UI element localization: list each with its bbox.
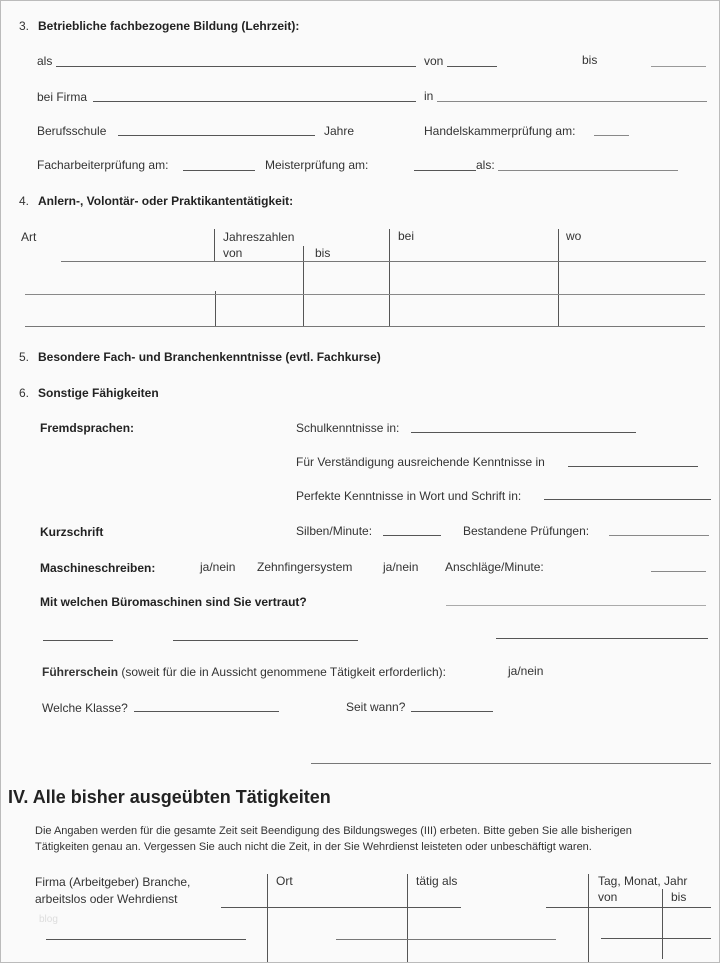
label-silben: Silben/Minute: (296, 524, 373, 538)
section-iv-title: IV. Alle bisher ausgeübten Tätigkeiten (8, 787, 331, 807)
col-datum-von: von (598, 890, 618, 904)
table-row-line[interactable] (61, 261, 706, 262)
label-maschineschreiben: Maschineschreiben: (40, 561, 156, 575)
field-in[interactable] (437, 101, 707, 102)
label-seit-wann: Seit wann? (346, 700, 406, 714)
section-6-title: Sonstige Fähigkeiten (38, 386, 159, 400)
col-taetig-als: tätig als (416, 874, 458, 888)
label-als: als (37, 54, 53, 68)
field-silben[interactable] (383, 535, 441, 536)
section-4-title: Anlern-, Volontär- oder Praktikantentätigkeit: (38, 194, 294, 208)
label-fuehrerschein (42, 665, 446, 679)
field-bei-firma[interactable] (93, 101, 416, 102)
field-bueromaschinen[interactable] (446, 605, 706, 606)
divider (389, 229, 390, 326)
section-3-number: 3. (19, 19, 30, 33)
section-6-number: 6. (19, 386, 30, 400)
col-bis: bis (315, 246, 331, 260)
field-seit-wann[interactable] (411, 711, 493, 712)
zehnfinger-janein[interactable]: ja/nein (383, 560, 419, 574)
label-bis: bis (582, 53, 598, 67)
table-row-line[interactable] (46, 939, 246, 940)
col-datum: Tag, Monat, Jahr (598, 874, 688, 888)
divider (303, 246, 304, 326)
field-klasse[interactable] (134, 711, 279, 712)
label-bei-firma: bei Firma (37, 90, 88, 104)
field-anschlaege[interactable] (651, 571, 706, 572)
table-row-line[interactable] (25, 294, 705, 295)
label-perfekt: Perfekte Kenntnisse in Wort und Schrift in: (296, 489, 522, 503)
section-5-number: 5. (19, 350, 30, 364)
label-als2: als: (476, 158, 495, 172)
label-berufsschule: Berufsschule (37, 124, 107, 138)
label-zehnfinger: Zehnfingersystem (257, 560, 353, 574)
col-datum-bis: bis (671, 890, 687, 904)
field-als2[interactable] (498, 170, 678, 171)
fuehrerschein-note: (soweit für die in Aussicht genommene Tätigkeit erforderlich): (118, 665, 446, 679)
table-row-line[interactable] (25, 326, 705, 327)
label-kurzschrift: Kurzschrift (40, 525, 104, 539)
label-bueromaschinen: Mit welchen Büromaschinen sind Sie vertraut? (40, 595, 307, 609)
table-row-line[interactable] (601, 938, 711, 939)
field-bueromaschinen-3[interactable] (173, 640, 358, 641)
label-bestanden: Bestandene Prüfungen: (463, 524, 590, 538)
table-row-line[interactable] (336, 939, 556, 940)
divider (588, 874, 589, 963)
table-row-line[interactable] (221, 907, 461, 908)
label-klasse: Welche Klasse? (42, 701, 128, 715)
field-bis[interactable] (651, 66, 706, 67)
section-iv-text-2: Tätigkeiten genau an. Vergessen Sie auch nicht die Zeit, in der Sie Wehrdienst leisteten oder unbeschäftigt waren. (35, 841, 592, 853)
label-meister: Meisterprüfung am: (265, 158, 369, 172)
label-jahre: Jahre (324, 124, 355, 138)
col-firma-2: arbeitslos oder Wehrdienst (35, 892, 178, 906)
col-wo: wo (566, 229, 582, 243)
field-bestanden[interactable] (609, 535, 709, 536)
col-bei: bei (398, 229, 415, 243)
divider (215, 291, 216, 326)
col-art: Art (21, 230, 37, 244)
label-verstaendigung: Für Verständigung ausreichende Kenntnisse in (296, 455, 545, 469)
field-bueromaschinen-2[interactable] (43, 640, 113, 641)
fuehrerschein-janein[interactable]: ja/nein (508, 664, 544, 678)
label-handelskammer: Handelskammerprüfung am: (424, 124, 576, 138)
section-4-number: 4. (19, 194, 30, 208)
divider (407, 874, 408, 963)
label-facharbeiter: Facharbeiterprüfung am: (37, 158, 169, 172)
field-als[interactable] (56, 66, 416, 67)
fuehrerschein-bold: Führerschein (42, 665, 119, 679)
divider (214, 229, 215, 261)
label-von: von (424, 54, 444, 68)
col-firma: Firma (Arbeitgeber) Branche, (35, 875, 191, 889)
divider (311, 763, 711, 764)
field-meister[interactable] (414, 170, 476, 171)
col-von: von (223, 246, 243, 260)
label-anschlaege: Anschläge/Minute: (445, 560, 544, 574)
section-iv-text-1: Die Angaben werden für die gesamte Zeit seit Beendigung des Bildungsweges (III) erbeten. Bitte geben Sie alle bisherigen (35, 825, 632, 837)
label-schulkenntnisse: Schulkenntnisse in: (296, 421, 400, 435)
field-handelskammer[interactable] (594, 135, 629, 136)
divider (662, 889, 663, 959)
watermark: blog (39, 914, 58, 925)
section-5-title: Besondere Fach- und Branchenkenntnisse (evtl. Fachkurse) (38, 350, 381, 364)
field-schulkenntnisse[interactable] (411, 432, 636, 433)
field-bueromaschinen-4[interactable] (496, 638, 708, 639)
field-berufsschule[interactable] (118, 135, 315, 136)
field-facharbeiter[interactable] (183, 170, 255, 171)
section-3-title: Betriebliche fachbezogene Bildung (Lehrzeit): (38, 19, 300, 33)
divider (267, 874, 268, 963)
field-perfekt[interactable] (544, 499, 711, 500)
label-in: in (424, 89, 434, 103)
label-fremdsprachen: Fremdsprachen: (40, 421, 135, 435)
table-row-line[interactable] (546, 907, 711, 908)
field-verstaendigung[interactable] (568, 466, 698, 467)
divider (558, 229, 559, 326)
col-ort: Ort (276, 874, 293, 888)
field-von[interactable] (447, 66, 497, 67)
maschineschreiben-janein[interactable]: ja/nein (200, 560, 236, 574)
col-jahreszahlen: Jahreszahlen (223, 230, 295, 244)
